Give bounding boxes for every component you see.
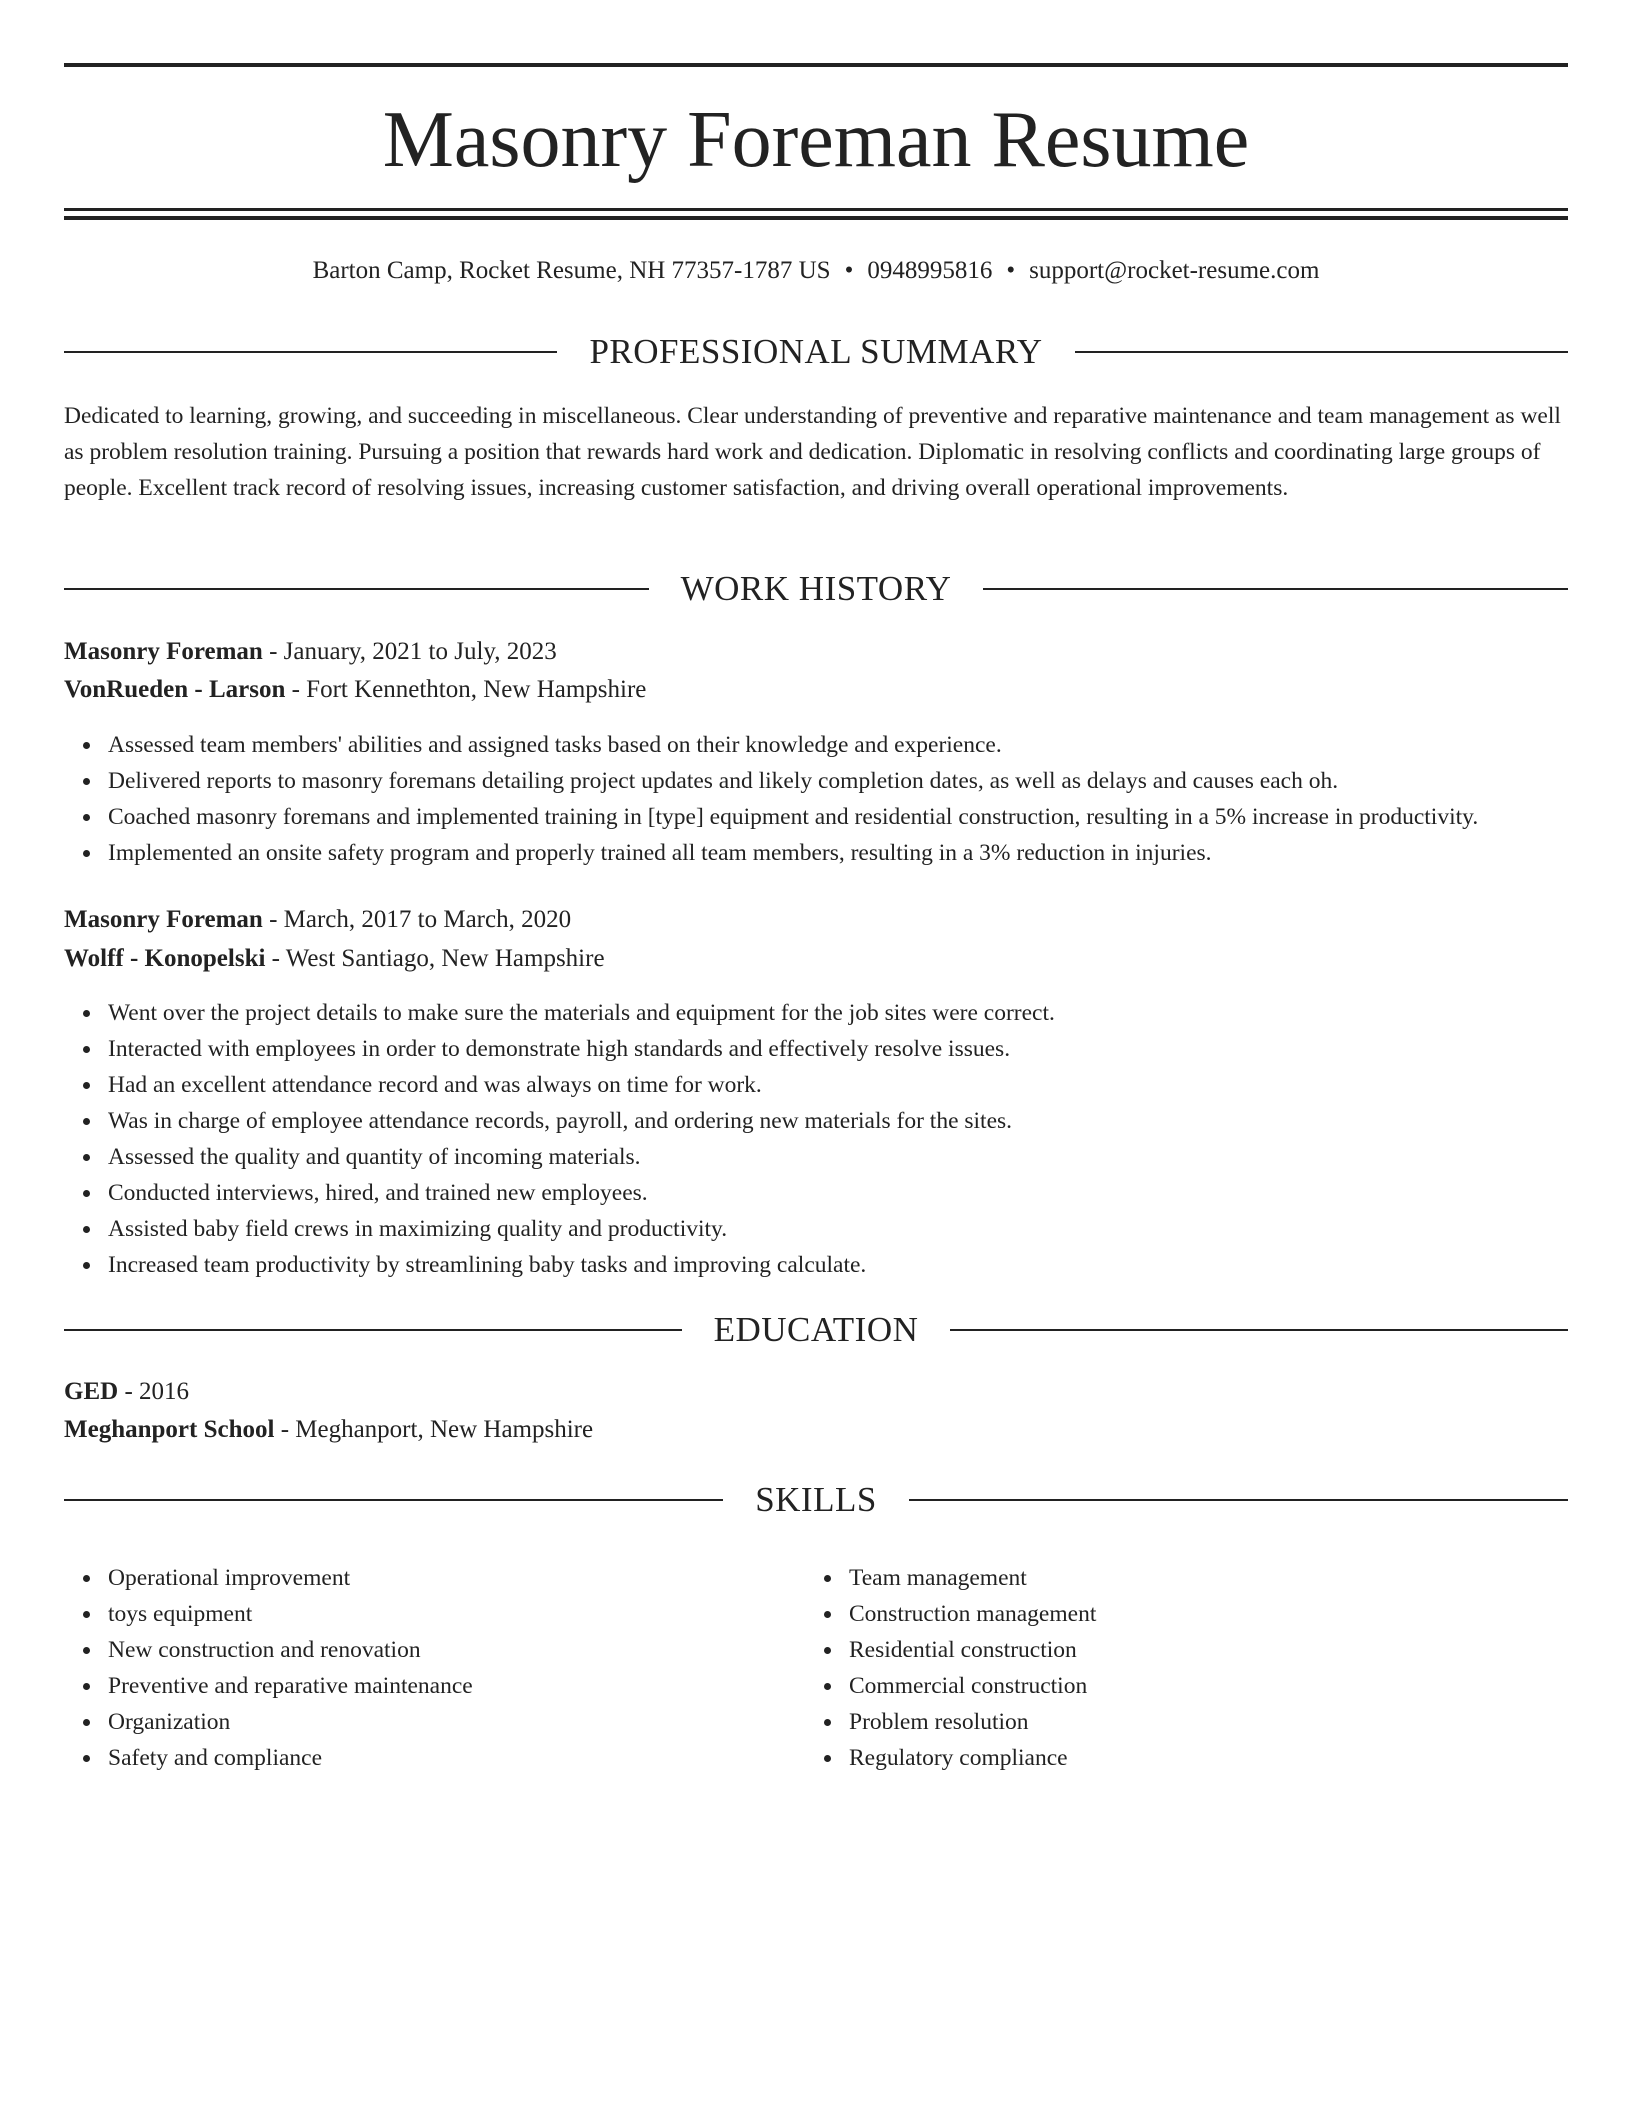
job-dates: - March, 2017 to March, 2020: [262, 906, 572, 933]
list-item: Assessed team members' abilities and assigned tasks based on their knowledge and experience.: [108, 727, 1568, 763]
skill-item: Construction management: [849, 1596, 1505, 1632]
list-item: Delivered reports to masonry foremans detailing project updates and likely completion dates, as well as delays and causes each oh.: [108, 763, 1568, 799]
job-bullets: [64, 727, 1568, 871]
section-rule: [64, 588, 649, 590]
skills-list-left: [64, 1560, 764, 1776]
job-title: Masonry Foreman: [64, 638, 263, 665]
contact-line: [64, 254, 1568, 288]
job-bullets: [64, 995, 1568, 1283]
list-item: Had an excellent attendance record and was always on time for work.: [108, 1067, 1568, 1103]
list-item: Implemented an onsite safety program and properly trained all team members, resulting in a 3% reduction in injuries.: [108, 835, 1568, 871]
job-dates: - January, 2021 to July, 2023: [262, 638, 557, 665]
list-item: Increased team productivity by streamlining baby tasks and improving calculate.: [108, 1247, 1568, 1283]
skills-list-right: [805, 1560, 1505, 1776]
section-rule: [64, 351, 557, 353]
summary-text: Dedicated to learning, growing, and succeeding in miscellaneous. Clear understanding of preventive and reparative maintenance and team management as well as problem resolution training. Pursuing a position that rewards hard work and dedication. Diplomatic in resolving conflicts and coordinating large groups of people. Excellent track record of resolving issues, increasing customer satisfaction, and driving overall operational improvements.: [64, 403, 1561, 501]
skill-item: toys equipment: [108, 1596, 764, 1632]
section-rule: [950, 1329, 1568, 1331]
skill-item: Commercial construction: [849, 1668, 1505, 1704]
skill-item: Preventive and reparative maintenance: [108, 1668, 764, 1704]
section-header-work: [64, 567, 1568, 611]
job-company-line: [64, 941, 1568, 977]
section-title-education: EDUCATION: [713, 1310, 919, 1349]
section-title-skills: SKILLS: [755, 1480, 877, 1519]
section-rule: [983, 588, 1568, 590]
education-degree-line: [64, 1374, 1568, 1410]
job-company: VonRueden - Larson: [64, 676, 286, 703]
skill-item: Safety and compliance: [108, 1740, 764, 1776]
education-location: - Meghanport, New Hampshire: [274, 1416, 594, 1443]
contact-email[interactable]: support@rocket-resume.com: [1029, 257, 1320, 284]
resume-title: Masonry Foreman Resume: [382, 96, 1250, 184]
section-title-summary: PROFESSIONAL SUMMARY: [589, 332, 1043, 371]
skill-item: Organization: [108, 1704, 764, 1740]
job-company: Wolff - Konopelski: [64, 945, 266, 972]
job-location: - West Santiago, New Hampshire: [265, 945, 605, 972]
job-company-line: [64, 672, 1568, 708]
section-rule: [1075, 351, 1568, 353]
contact-phone[interactable]: 0948995816: [867, 257, 993, 284]
top-rule: [64, 63, 1568, 67]
list-item: Was in charge of employee attendance records, payroll, and ordering new materials for the sites.: [108, 1103, 1568, 1139]
job-title-line: [64, 902, 1568, 938]
education-school: Meghanport School: [64, 1416, 275, 1443]
skill-item: New construction and renovation: [108, 1632, 764, 1668]
education-degree: GED: [64, 1378, 119, 1405]
list-item: Interacted with employees in order to demonstrate high standards and effectively resolve issues.: [108, 1031, 1568, 1067]
job-title: Masonry Foreman: [64, 906, 263, 933]
section-title-work: WORK HISTORY: [680, 569, 952, 608]
list-item: Assessed the quality and quantity of incoming materials.: [108, 1139, 1568, 1175]
list-item: Conducted interviews, hired, and trained new employees.: [108, 1175, 1568, 1211]
section-header-education: [64, 1308, 1568, 1352]
list-item: Went over the project details to make sure the materials and equipment for the job sites were correct.: [108, 995, 1568, 1031]
skill-item: Operational improvement: [108, 1560, 764, 1596]
skill-item: Problem resolution: [849, 1704, 1505, 1740]
skill-item: Residential construction: [849, 1632, 1505, 1668]
section-header-summary: [64, 330, 1568, 374]
title-double-rule: [64, 208, 1568, 220]
contact-separator: •: [1006, 257, 1016, 284]
section-rule: [909, 1499, 1568, 1501]
skill-item: Team management: [849, 1560, 1505, 1596]
contact-separator: •: [844, 257, 854, 284]
contact-address: Barton Camp, Rocket Resume, NH 77357-1787 US: [312, 257, 831, 284]
education-school-line: [64, 1412, 1568, 1448]
education-year: - 2016: [118, 1378, 190, 1405]
list-item: Assisted baby field crews in maximizing quality and productivity.: [108, 1211, 1568, 1247]
skill-item: Regulatory compliance: [849, 1740, 1505, 1776]
section-rule: [64, 1499, 723, 1501]
job-title-line: [64, 634, 1568, 670]
section-rule: [64, 1329, 682, 1331]
list-item: Coached masonry foremans and implemented training in [type] equipment and residential construction, resulting in a 5% increase in productivity.: [108, 799, 1568, 835]
section-header-skills: [64, 1478, 1568, 1522]
job-location: - Fort Kennethton, New Hampshire: [285, 676, 647, 703]
